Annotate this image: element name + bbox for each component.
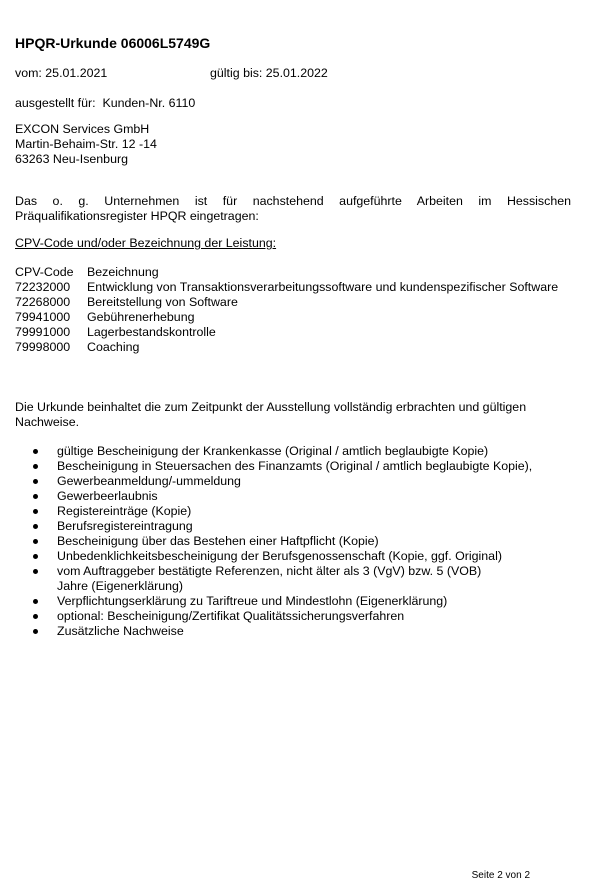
list-item-text: Registereinträge (Kopie) (57, 504, 192, 518)
table-row (15, 340, 558, 355)
cpv-code: 79941000 (15, 310, 71, 324)
cpv-code: 72268000 (15, 295, 71, 309)
valid-to: gültig bis: 25.01.2022 (210, 66, 328, 80)
list-item-text: Bescheinigung in Steuersachen des Finanzamts (Original / amtlich beglaubigte Kopie), (57, 459, 533, 473)
cpv-code: 72232000 (15, 280, 71, 294)
list-item (15, 534, 571, 549)
list-item (15, 519, 571, 534)
bullet-icon (33, 614, 38, 619)
bullet-icon (33, 569, 38, 574)
bullet-icon (33, 449, 38, 454)
page-number: Seite 2 von 2 (471, 870, 530, 881)
list-item-text: gültige Bescheinigung der Krankenkasse (Original / amtlich beglaubigte Kopie) (57, 444, 489, 458)
list-item (15, 564, 571, 594)
bullet-icon (33, 539, 38, 544)
cpv-header-code: CPV-Code (15, 265, 74, 279)
bullet-icon (33, 479, 38, 484)
list-item-text: Gewerbeanmeldung/-ummeldung (57, 474, 241, 488)
company-city: 63263 Neu-Isenburg (15, 152, 128, 166)
cpv-heading: CPV-Code und/oder Bezeichnung der Leistung: (15, 236, 277, 250)
bullet-icon (33, 509, 38, 514)
cpv-table-header (15, 265, 558, 280)
bullet-icon (33, 554, 38, 559)
table-row (15, 295, 558, 310)
table-row (15, 325, 558, 340)
bullet-icon (33, 599, 38, 604)
bullet-icon (33, 629, 38, 634)
list-item-text: optional: Bescheinigung/Zertifikat Qualitätssicherungsverfahren (57, 609, 405, 623)
bullet-icon (33, 524, 38, 529)
document-title: HPQR-Urkunde 06006L5749G (15, 35, 211, 51)
cpv-name: Bereitstellung von Software (87, 295, 238, 309)
bullet-icon (33, 494, 38, 499)
list-item-text: Bescheinigung über das Bestehen einer Haftpflicht (Kopie) (57, 534, 379, 548)
cpv-name: Gebührenerhebung (87, 310, 195, 324)
list-item (15, 609, 571, 624)
cpv-table (15, 265, 558, 355)
bullet-icon (33, 464, 38, 469)
cpv-code: 79991000 (15, 325, 71, 339)
list-item-text: Berufsregistereintragung (57, 519, 193, 533)
issued-for: ausgestellt für: Kunden-Nr. 6110 (15, 96, 196, 110)
table-row (15, 280, 558, 295)
list-item-text: vom Auftraggeber bestätigte Referenzen, nicht älter als 3 (VgV) bzw. 5 (VOB) Jahre (Eigenerklärung) (57, 564, 482, 593)
evidence-list (15, 444, 571, 639)
list-item (15, 504, 571, 519)
list-item-text: Unbedenklichkeitsbescheinigung der Berufsgenossenschaft (Kopie, ggf. Original) (57, 549, 502, 563)
company-address (15, 122, 157, 167)
list-item (15, 459, 571, 474)
cpv-name: Lagerbestandskontrolle (87, 325, 216, 339)
evidence-intro: Die Urkunde beinhaltet die zum Zeitpunkt der Ausstellung vollständig erbrachten und gültigen Nachweise. (15, 400, 527, 429)
cpv-code: 79998000 (15, 340, 71, 354)
intro-paragraph: Das o. g. Unternehmen ist für nachstehend aufgeführte Arbeiten im Hessischen Präqualifikationsregister HPQR eingetragen: (15, 194, 571, 223)
cpv-name: Coaching (87, 340, 140, 354)
list-item (15, 489, 571, 504)
list-item-text: Verpflichtungserklärung zu Tariftreue und Mindestlohn (Eigenerklärung) (57, 594, 448, 608)
valid-from: vom: 25.01.2021 (15, 66, 108, 80)
list-item-text: Gewerbeerlaubnis (57, 489, 158, 503)
list-item (15, 624, 571, 639)
list-item (15, 594, 571, 609)
list-item (15, 444, 571, 459)
table-row (15, 310, 558, 325)
cpv-header-name: Bezeichnung (87, 265, 159, 279)
company-street: Martin-Behaim-Str. 12 -14 (15, 137, 157, 151)
cpv-name: Entwicklung von Transaktionsverarbeitungssoftware und kundenspezifischer Software (87, 280, 559, 294)
list-item (15, 474, 571, 489)
list-item-text: Zusätzliche Nachweise (57, 624, 184, 638)
list-item (15, 549, 571, 564)
company-name: EXCON Services GmbH (15, 122, 150, 136)
